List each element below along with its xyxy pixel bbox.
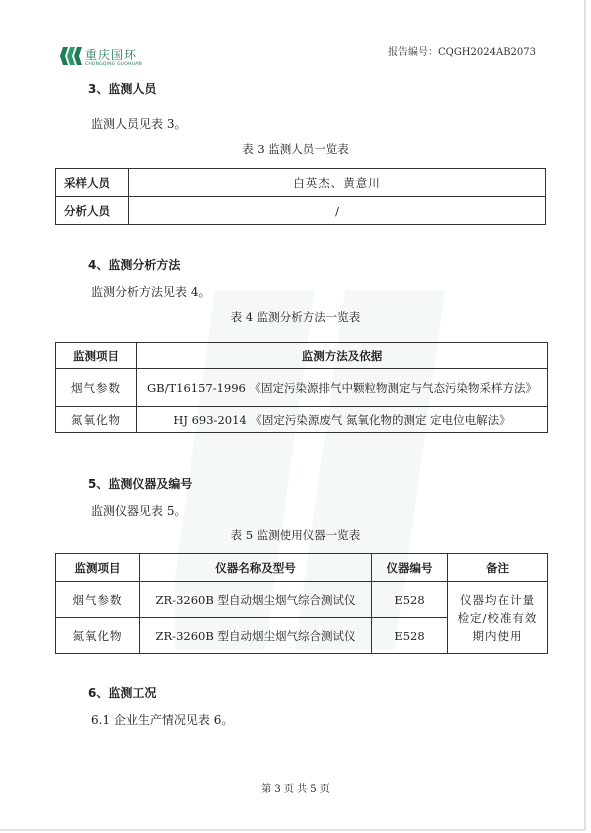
table-4-caption: 表 4 监测分析方法一览表 bbox=[230, 310, 361, 324]
row-value: 白英杰、黄意川 bbox=[129, 169, 546, 197]
instrument-code: E528 bbox=[372, 618, 448, 654]
instrument-table bbox=[55, 553, 548, 654]
row-label: 采样人员 bbox=[56, 169, 129, 197]
section-4-heading: 4、监测分析方法 bbox=[88, 258, 181, 272]
company-logo-icon bbox=[60, 46, 82, 66]
instrument-code: E528 bbox=[372, 582, 448, 618]
column-header: 监测项目 bbox=[56, 343, 137, 369]
table-row bbox=[56, 197, 546, 225]
table-row bbox=[56, 369, 548, 407]
section-5-heading: 5、监测仪器及编号 bbox=[88, 477, 193, 491]
row-label: 分析人员 bbox=[56, 197, 129, 225]
instrument-remark: 仪器均在计量检定/校准有效期内使用 bbox=[448, 582, 548, 654]
instrument-item: 氮氧化物 bbox=[56, 618, 140, 654]
company-name-en: CHONGQING GUOHUAN bbox=[85, 62, 142, 67]
column-header: 仪器编号 bbox=[372, 554, 448, 582]
table-row bbox=[56, 169, 546, 197]
report-number: 报告编号：CQGH2024AB2073 bbox=[387, 47, 536, 58]
column-header: 备注 bbox=[448, 554, 548, 582]
column-header: 监测项目 bbox=[56, 554, 140, 582]
method-text: HJ 693-2014 《固定污染源废气 氮氧化物的测定 定电位电解法》 bbox=[137, 407, 548, 433]
section-3-heading: 3、监测人员 bbox=[88, 82, 157, 96]
method-table bbox=[55, 342, 548, 433]
table-row bbox=[56, 582, 548, 618]
column-header: 仪器名称及型号 bbox=[140, 554, 372, 582]
personnel-table bbox=[55, 168, 546, 225]
page-header bbox=[58, 38, 538, 68]
instrument-name: ZR-3260B 型自动烟尘烟气综合测试仪 bbox=[140, 618, 372, 654]
company-name: 重庆国环 bbox=[85, 48, 138, 62]
table-header-row bbox=[56, 343, 548, 369]
table-3-caption: 表 3 监测人员一览表 bbox=[242, 142, 349, 156]
table-5-caption: 表 5 监测使用仪器一览表 bbox=[230, 528, 361, 542]
section-6-intro: 6.1 企业生产情况见表 6。 bbox=[91, 713, 234, 727]
section-4-intro: 监测分析方法见表 4。 bbox=[91, 285, 211, 299]
instrument-item: 烟气参数 bbox=[56, 582, 140, 618]
instrument-name: ZR-3260B 型自动烟尘烟气综合测试仪 bbox=[140, 582, 372, 618]
page-number: 第 3 页 共 5 页 bbox=[261, 784, 330, 795]
table-header-row bbox=[56, 554, 548, 582]
section-5-intro: 监测仪器见表 5。 bbox=[91, 504, 187, 518]
method-item: 氮氧化物 bbox=[56, 407, 137, 433]
method-text: GB/T16157-1996 《固定污染源排气中颗粒物测定与气态污染物采样方法》 bbox=[137, 369, 548, 407]
table-row bbox=[56, 407, 548, 433]
method-item: 烟气参数 bbox=[56, 369, 137, 407]
row-value: / bbox=[129, 197, 546, 225]
column-header: 监测方法及依据 bbox=[137, 343, 548, 369]
section-6-heading: 6、监测工况 bbox=[88, 686, 157, 700]
section-3-intro: 监测人员见表 3。 bbox=[91, 117, 187, 131]
